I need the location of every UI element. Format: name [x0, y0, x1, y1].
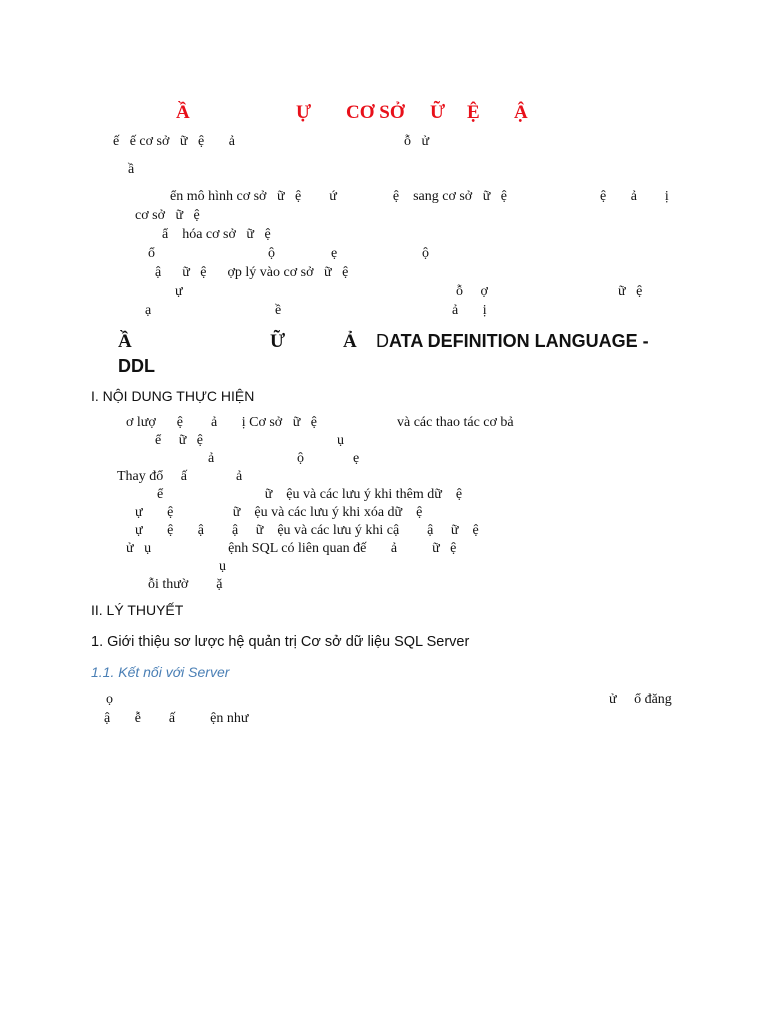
section-2-para-2: ậ ễ ấ ện như — [104, 711, 249, 726]
chapter-heading-line-2: DDL — [118, 356, 155, 376]
section-1-item-1a: ơ lượ ệ ả ị Cơ sở ữ ệ — [126, 415, 317, 430]
section-1-item-6: ự ệ ữ ệu và các lưu ý khi xóa dữ ệ — [135, 505, 423, 520]
chapter-heading-rest: ATA DEFINITION LANGUAGE - — [389, 331, 649, 351]
objective-line-2: cơ sở ữ ệ — [135, 208, 200, 223]
section-1-item-3b: ộ ẹ — [297, 451, 360, 466]
objective-line-3: ẩ hóa cơ sở ữ ệ — [162, 227, 271, 242]
objective-line-1: ển mô hình cơ sở ữ ệ ứ ệ sang cơ sở ữ ệ — [170, 189, 507, 204]
objective-line-4c: ộ — [422, 246, 429, 261]
objective-line-6c: ữ ệ — [618, 284, 643, 299]
title-fragment-2: Ự — [296, 102, 312, 123]
objective-line-1b: ệ ả ị — [600, 189, 669, 204]
section-1-item-1b: và các thao tác cơ bả — [397, 415, 514, 430]
chapter-heading-fragment-3: Ả — [343, 331, 357, 352]
section-2-heading: II. LÝ THUYẾT — [91, 602, 184, 618]
objective-line-4a: ổ — [148, 246, 155, 261]
section-1-item-7: ự ệ ậ ậ ữ ệu và các lưu ý khi cậ ậ ữ ệ — [135, 523, 479, 538]
section-2-subheading-1-1: 1.1. Kết nối với Server — [91, 664, 230, 680]
title-fragment-1: Ầ — [176, 102, 190, 123]
intro-line-2: ỗ ử — [404, 134, 430, 149]
chapter-heading-fragment-2: Ữ — [270, 331, 286, 352]
title-fragment-3: CƠ SỞ — [346, 102, 405, 123]
section-2-subheading-1: 1. Giới thiệu sơ lược hệ quản trị Cơ sở dữ liệu SQL Server — [91, 634, 470, 650]
section-1-item-9: ụ — [219, 559, 226, 574]
section-1-item-5: ể ữ ệu và các lưu ý khi thêm dữ ệ — [157, 487, 463, 502]
section-1-item-8: ử ụ ệnh SQL có liên quan đế ả ữ ệ — [126, 541, 457, 556]
objective-line-4b: ộ ẹ — [268, 246, 338, 261]
objective-line-7a: ạ — [145, 303, 152, 318]
objective-line-5: ậ ữ ệ ợp lý vào cơ sở ữ ệ — [155, 265, 349, 280]
objective-line-7b: ề — [275, 303, 282, 318]
objective-line-6a: ự — [175, 284, 183, 299]
section-2-para-1a: ọ — [106, 692, 113, 707]
intro-line-3: ầ — [128, 162, 135, 177]
section-1-heading: I. NỘI DUNG THỰC HIỆN — [91, 388, 255, 404]
section-1-item-2b: ụ — [337, 433, 344, 448]
chapter-heading-d-letter: D — [376, 331, 389, 351]
section-1-item-4: Thay đổ ấ ả — [117, 469, 243, 484]
chapter-heading-d — [376, 331, 649, 352]
objective-line-7c: ả ị — [452, 303, 487, 318]
section-2-para-1b: ử ổ đăng — [609, 692, 672, 707]
intro-line-1: ế ế cơ sở ữ ệ ả — [113, 134, 235, 149]
section-1-item-2a: ể ữ ệ — [155, 433, 204, 448]
section-1-item-10: ỗi thườ ặ — [148, 577, 223, 592]
section-1-item-3a: ả — [208, 451, 215, 466]
chapter-heading-fragment-1: Ầ — [118, 331, 132, 352]
objective-line-6b: ỗ ợ — [456, 284, 488, 299]
title-fragment-5: Ệ — [467, 102, 480, 123]
title-fragment-6: Ậ — [514, 102, 528, 123]
title-fragment-4: Ữ — [430, 102, 446, 123]
